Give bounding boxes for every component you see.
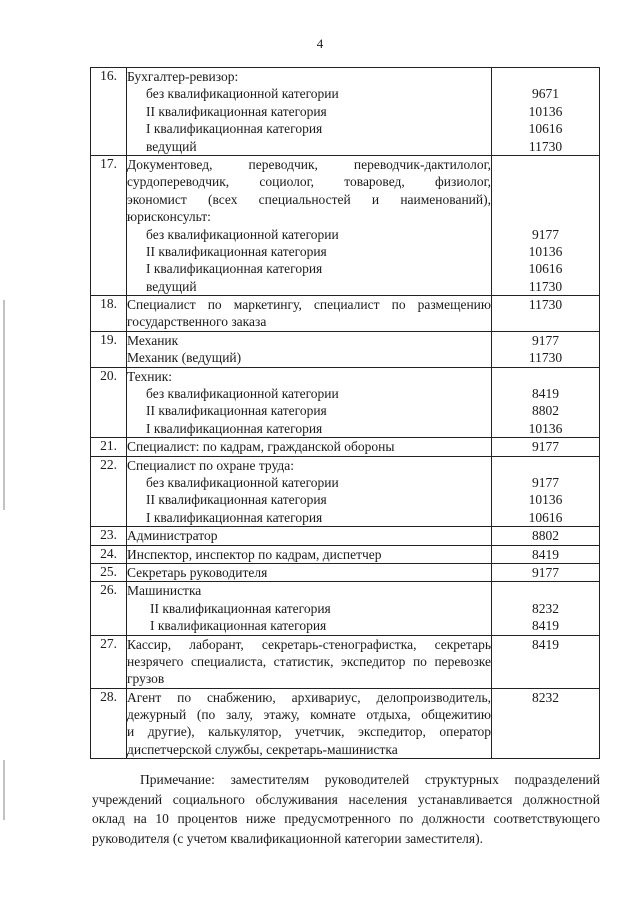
salary-value: 10136 — [528, 420, 563, 436]
position-title: экономист (всех специальностей и наименований), — [127, 191, 491, 207]
position-title: I квалификационная категория — [146, 509, 323, 525]
salary-value — [492, 723, 599, 740]
table-row — [91, 563, 600, 581]
salary-cell — [492, 68, 600, 156]
salary-cell — [492, 155, 600, 295]
table-row — [91, 635, 600, 688]
position-title: Техник: — [127, 368, 173, 384]
footnote-line: оклад на 10 процентов ниже предусмотренного по должности соответствующего — [92, 811, 600, 826]
position-title: без квалификационной категории — [146, 86, 339, 102]
position-cell — [127, 545, 492, 563]
position-title: I квалификационная категория — [146, 121, 323, 137]
salary-value: 8802 — [532, 403, 559, 419]
salary-cell — [492, 582, 600, 635]
salary-value: 10616 — [528, 509, 563, 525]
position-cell — [127, 155, 492, 295]
table-row — [91, 331, 600, 367]
salary-value: 9177 — [532, 439, 559, 455]
footnote-line: Примечание: заместителям руководителей структурных подразделений — [140, 772, 600, 787]
table-row — [91, 296, 600, 332]
position-title: Администратор — [127, 528, 218, 544]
salary-value: 10616 — [528, 121, 563, 137]
position-title: сурдопереводчик, социолог, товаровед, физиолог, — [127, 174, 491, 190]
position-title: незрячего специалиста, статистик, экспедитор по перевозке — [127, 653, 491, 669]
position-title: ведущий — [146, 278, 197, 294]
position-cell — [127, 296, 492, 332]
salary-value: 10616 — [528, 261, 563, 277]
row-number: 25. — [91, 563, 127, 581]
salary-value — [492, 653, 599, 670]
position-cell — [127, 367, 492, 438]
position-cell — [127, 563, 492, 581]
position-title: II квалификационная категория — [146, 103, 327, 119]
table-row — [91, 582, 600, 635]
position-title: Механик — [127, 332, 179, 348]
row-number: 23. — [91, 527, 127, 545]
salary-value: 11730 — [528, 297, 563, 313]
position-title: без квалификационной категории — [146, 226, 339, 242]
salary-value — [492, 741, 599, 758]
position-cell — [127, 582, 492, 635]
salary-value — [492, 68, 599, 85]
position-title: Секретарь руководителя — [127, 564, 268, 580]
position-title: Агент по снабжению, архивариус, делопроизводитель, — [127, 689, 491, 705]
position-title: дежурный (по залу, этажу, комнате отдыха, общежитию — [127, 707, 491, 723]
salary-cell — [492, 635, 600, 688]
salary-value: 8232 — [532, 689, 559, 705]
salary-cell — [492, 331, 600, 367]
position-title: грузов — [127, 671, 165, 687]
position-cell — [127, 456, 492, 527]
table-row — [91, 456, 600, 527]
salary-cell — [492, 545, 600, 563]
row-number: 18. — [91, 296, 127, 332]
position-title: юрисконсульт: — [127, 209, 211, 225]
salary-value — [492, 173, 599, 190]
salary-cell — [492, 367, 600, 438]
row-number: 24. — [91, 545, 127, 563]
footnote-line: учреждений социального обслуживания населения устанавливается должностной — [92, 791, 600, 807]
position-title: государственного заказа — [127, 314, 267, 330]
position-title: без квалификационной категории — [146, 474, 339, 490]
position-title: I квалификационная категория — [146, 261, 323, 277]
position-title: II квалификационная категория — [150, 600, 331, 616]
salary-value: 11730 — [528, 350, 563, 366]
salary-value — [492, 582, 599, 599]
salary-value: 9177 — [532, 474, 559, 490]
row-number: 20. — [91, 367, 127, 438]
salary-value: 8232 — [532, 600, 559, 616]
position-title: II квалификационная категория — [146, 243, 327, 259]
position-title: Бухгалтер-ревизор: — [127, 69, 239, 84]
salary-value — [492, 368, 599, 385]
salary-value — [492, 706, 599, 723]
row-number: 17. — [91, 155, 127, 295]
table-row — [91, 545, 600, 563]
row-number: 22. — [91, 456, 127, 527]
salary-value — [492, 313, 599, 330]
position-cell — [127, 688, 492, 759]
table-row — [91, 367, 600, 438]
page-number: 4 — [316, 36, 324, 51]
salary-cell — [492, 296, 600, 332]
salary-cell — [492, 456, 600, 527]
position-cell — [127, 331, 492, 367]
salary-value: 9177 — [532, 332, 559, 348]
position-title: Машинистка — [127, 583, 202, 599]
position-title: без квалификационной категории — [146, 386, 339, 402]
salary-value: 8419 — [532, 386, 559, 402]
table-row — [91, 688, 600, 759]
salary-value: 10136 — [528, 492, 563, 508]
position-title: I квалификационная категория — [150, 618, 327, 634]
table-row — [91, 527, 600, 545]
salary-value: 8419 — [532, 618, 559, 634]
position-title: Специалист по маркетингу, специалист по размещению — [127, 297, 491, 313]
salary-cell — [492, 563, 600, 581]
position-title: Специалист: по кадрам, гражданской обороны — [127, 439, 395, 455]
salary-value — [492, 457, 599, 474]
position-cell — [127, 438, 492, 456]
row-number: 21. — [91, 438, 127, 456]
footnote-line: руководителя (с учетом квалификационной категории заместителя). — [92, 830, 483, 846]
position-title: I квалификационная категория — [146, 420, 323, 436]
salary-table-body — [91, 68, 600, 759]
row-number: 16. — [91, 68, 127, 156]
position-cell — [127, 635, 492, 688]
row-number: 26. — [91, 582, 127, 635]
salary-value — [492, 670, 599, 687]
salary-value: 9177 — [532, 226, 559, 242]
salary-cell — [492, 527, 600, 545]
position-title: II квалификационная категория — [146, 492, 327, 508]
left-margin-mark — [3, 760, 5, 820]
salary-value: 11730 — [528, 138, 563, 154]
salary-value: 8802 — [532, 528, 559, 544]
row-number: 27. — [91, 635, 127, 688]
position-title: Специалист по охране труда: — [127, 457, 295, 473]
position-title: диспетчерской службы, секретарь-машинистка — [127, 741, 398, 757]
salary-value: 10136 — [528, 243, 563, 259]
row-number: 28. — [91, 688, 127, 759]
table-row — [91, 155, 600, 295]
salary-value: 9671 — [532, 86, 559, 102]
table-row — [91, 438, 600, 456]
salary-cell — [492, 438, 600, 456]
salary-value: 10136 — [528, 103, 563, 119]
footnote — [92, 770, 600, 848]
position-title: Механик (ведущий) — [127, 350, 242, 366]
salary-value: 8419 — [532, 636, 559, 652]
salary-value: 11730 — [528, 278, 563, 294]
salary-value: 8419 — [532, 546, 559, 562]
salary-value — [492, 208, 599, 225]
left-margin-mark — [3, 300, 5, 510]
position-cell — [127, 68, 492, 156]
position-cell — [127, 527, 492, 545]
table-row — [91, 68, 600, 156]
salary-value — [492, 191, 599, 208]
salary-table — [90, 67, 600, 759]
position-title: Кассир, лаборант, секретарь-стенографистка, секретарь — [127, 636, 491, 652]
row-number: 19. — [91, 331, 127, 367]
position-title: ведущий — [146, 138, 197, 154]
position-title: Документовед, переводчик, переводчик-дактилолог, — [127, 156, 491, 172]
position-title: II квалификационная категория — [146, 403, 327, 419]
position-title: и другие), калькулятор, учетчик, экспедитор, оператор — [127, 724, 491, 740]
salary-cell — [492, 688, 600, 759]
position-title: Инспектор, инспектор по кадрам, диспетчер — [127, 546, 382, 562]
salary-value: 9177 — [532, 564, 559, 580]
salary-value — [492, 156, 599, 173]
